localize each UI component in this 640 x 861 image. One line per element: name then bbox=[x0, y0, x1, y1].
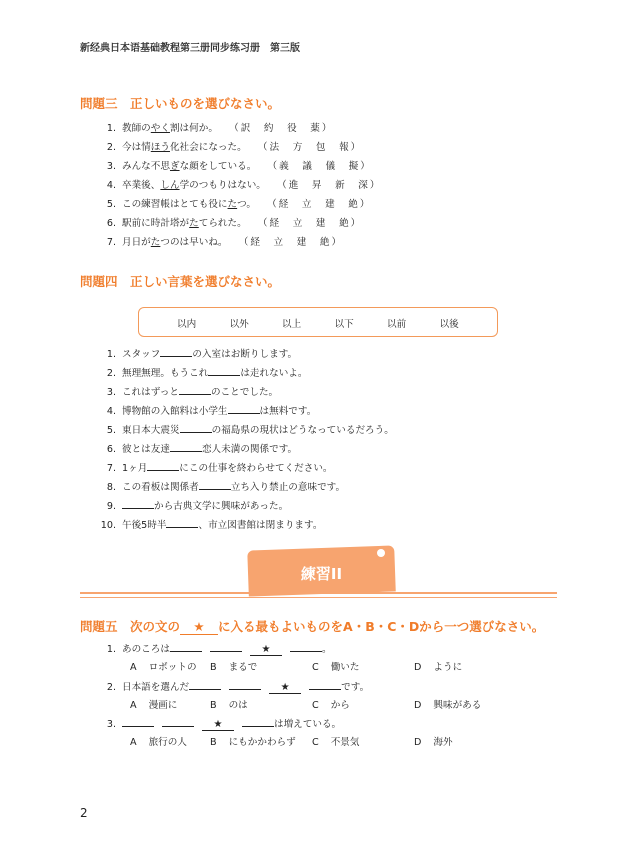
answer-blank bbox=[179, 385, 211, 395]
item-number: 7. bbox=[106, 463, 116, 474]
list-item bbox=[92, 442, 297, 456]
item-number: 5. bbox=[106, 425, 116, 436]
answer-blank bbox=[160, 347, 192, 357]
option bbox=[130, 700, 177, 712]
option bbox=[130, 737, 187, 749]
book-header: 新经典日本语基础教程第三册同步练习册 第三版 bbox=[80, 43, 300, 54]
word-option: 以内 bbox=[177, 319, 197, 330]
item-text: 今は情 bbox=[122, 142, 151, 153]
list-item bbox=[92, 682, 369, 694]
item-text: つのは早いね。 bbox=[160, 237, 228, 248]
answer-blank bbox=[228, 404, 260, 414]
word-option: 以上 bbox=[282, 319, 302, 330]
option-text: から bbox=[330, 699, 350, 711]
item-number: 1. bbox=[106, 123, 116, 134]
divider bbox=[80, 592, 557, 594]
item-text: 彼とは友達 bbox=[122, 444, 170, 455]
option-text: 海外 bbox=[433, 737, 453, 748]
item-text: にこの仕事を終わらせてください。 bbox=[179, 463, 333, 474]
item-text: 卒業後、 bbox=[122, 180, 161, 191]
star-icon: ★ bbox=[250, 645, 282, 656]
item-text: の入室はお断りします。 bbox=[192, 349, 298, 360]
word-option: 以後 bbox=[439, 319, 459, 330]
list-item bbox=[92, 161, 372, 173]
option-text: 漫画に bbox=[148, 699, 178, 711]
option-text: ように bbox=[433, 662, 463, 673]
underlined-text: た bbox=[189, 218, 199, 229]
answer-blank bbox=[147, 461, 179, 471]
item-text: の福島県の現状はどうなっているだろう。 bbox=[211, 425, 394, 436]
word-option: 以下 bbox=[334, 319, 354, 330]
option bbox=[312, 662, 359, 674]
item-text: 教師の bbox=[122, 123, 151, 134]
list-item bbox=[92, 347, 297, 361]
option-text: 働いた bbox=[330, 662, 360, 673]
word-bank bbox=[138, 307, 498, 337]
answer-blank bbox=[180, 423, 212, 433]
list-item bbox=[92, 218, 362, 230]
option bbox=[210, 662, 257, 674]
list-item bbox=[92, 461, 333, 475]
item-text: 月日が bbox=[122, 237, 151, 248]
list-item bbox=[92, 423, 394, 437]
word-option: 以前 bbox=[387, 319, 407, 330]
item-text: 駅前に時計塔が bbox=[122, 218, 190, 229]
page-number: 2 bbox=[80, 806, 88, 820]
item-number: 4. bbox=[106, 406, 116, 417]
item-text: は無料です。 bbox=[259, 406, 317, 417]
item-number: 2. bbox=[106, 681, 116, 693]
list-item bbox=[92, 199, 371, 211]
option-text: にもかかわらず bbox=[228, 737, 296, 748]
item-number: 10. bbox=[100, 520, 116, 531]
option bbox=[414, 700, 481, 712]
option-letter: B bbox=[210, 699, 217, 711]
item-number: 9. bbox=[106, 501, 116, 512]
star-icon: ★ bbox=[269, 683, 301, 694]
item-number: 3. bbox=[106, 719, 116, 730]
option-letter: B bbox=[210, 662, 217, 673]
list-item bbox=[92, 237, 343, 249]
item-text: この練習帳はとても役に bbox=[122, 199, 228, 210]
item-number: 2. bbox=[106, 142, 116, 153]
answer-blank bbox=[162, 726, 194, 727]
answer-blank bbox=[189, 689, 221, 690]
option-letter: C bbox=[312, 699, 319, 711]
tag-hole bbox=[377, 549, 385, 557]
option-letter: C bbox=[312, 662, 319, 673]
option-text: まるで bbox=[228, 662, 258, 673]
q5-title-post: に入る最もよいものをA・B・C・Dから一つ選びなさい。 bbox=[218, 619, 545, 634]
item-choices: （経 立 建 絶） bbox=[271, 199, 372, 210]
item-number: 3. bbox=[106, 387, 116, 398]
option-letter: A bbox=[130, 699, 137, 711]
item-text: です。 bbox=[341, 681, 370, 693]
q4-title: 問題四 正しい言葉を選びなさい。 bbox=[80, 274, 281, 289]
list-item bbox=[92, 499, 288, 513]
list-item bbox=[92, 480, 345, 494]
option-text: 旅行の人 bbox=[148, 737, 187, 748]
list-item bbox=[92, 644, 332, 656]
item-text: 学のつもりはない。 bbox=[179, 180, 266, 191]
underlined-text: た bbox=[227, 199, 238, 210]
item-number: 1. bbox=[106, 644, 116, 655]
option bbox=[414, 737, 453, 749]
answer-blank bbox=[170, 651, 202, 652]
item-choices: （進 昇 新 深） bbox=[281, 180, 382, 191]
option bbox=[130, 662, 197, 674]
option-letter: A bbox=[130, 662, 137, 673]
item-choices: （経 立 建 絶） bbox=[243, 237, 344, 248]
list-item bbox=[92, 404, 316, 418]
item-number: 3. bbox=[106, 161, 116, 172]
item-text: これはずっと bbox=[122, 387, 179, 398]
item-text: あのころは bbox=[122, 644, 170, 655]
item-number: 7. bbox=[106, 237, 116, 248]
q5-title bbox=[80, 617, 544, 635]
answer-blank bbox=[208, 366, 240, 376]
underlined-text: ほう bbox=[150, 142, 170, 153]
item-text: 恋人未満の関係です。 bbox=[201, 444, 298, 455]
item-text: スタッフ bbox=[122, 349, 161, 360]
option-text: 興味がある bbox=[433, 699, 482, 711]
star-icon: ★ bbox=[202, 720, 234, 731]
answer-blank bbox=[229, 689, 261, 690]
item-text: な顔をしている。 bbox=[179, 161, 257, 172]
underlined-text: ぎ bbox=[169, 161, 180, 172]
option-letter: D bbox=[414, 737, 422, 748]
item-text: は走れないよ。 bbox=[240, 368, 308, 379]
list-item bbox=[92, 142, 362, 154]
option bbox=[210, 737, 296, 749]
item-number: 6. bbox=[106, 444, 116, 455]
q5-title-pre: 問題五 次の文の bbox=[80, 619, 181, 634]
item-text: 割は何か。 bbox=[169, 123, 218, 134]
option-letter: B bbox=[210, 737, 217, 748]
word-option: 以外 bbox=[229, 319, 249, 330]
option bbox=[312, 700, 350, 712]
item-text: てられた。 bbox=[198, 218, 247, 229]
star-icon: ★ bbox=[180, 619, 218, 635]
list-item bbox=[92, 719, 341, 731]
answer-blank bbox=[290, 651, 322, 652]
item-choices: （経 立 建 絶） bbox=[262, 218, 363, 229]
option-text: 不景気 bbox=[330, 737, 360, 748]
item-choices: （義 議 儀 擬） bbox=[272, 161, 372, 172]
item-text: は増えている。 bbox=[274, 719, 342, 730]
q3-title: 問題三 正しいものを選びなさい。 bbox=[80, 96, 281, 111]
underlined-text: しん bbox=[160, 180, 180, 191]
answer-blank bbox=[122, 726, 154, 727]
item-text: から古典文学に興味があった。 bbox=[154, 501, 289, 512]
item-number: 1. bbox=[106, 349, 116, 360]
option-letter: A bbox=[130, 737, 137, 748]
option-text: ロボットの bbox=[148, 662, 197, 673]
item-number: 5. bbox=[106, 199, 116, 210]
item-text: 。 bbox=[321, 644, 332, 655]
list-item bbox=[92, 123, 333, 135]
answer-blank bbox=[242, 726, 274, 727]
underlined-text: やく bbox=[150, 123, 170, 134]
item-text: みんな不思 bbox=[122, 161, 170, 172]
item-text: 午後5時半 bbox=[122, 520, 167, 531]
answer-blank bbox=[309, 689, 341, 690]
answer-blank bbox=[166, 518, 198, 528]
divider bbox=[80, 597, 557, 598]
item-text: 無理無理。もうこれ bbox=[122, 368, 209, 379]
item-text: 日本語を選んだ bbox=[122, 681, 190, 693]
answer-blank bbox=[122, 499, 154, 509]
item-text: 、市立図書館は閉まります。 bbox=[198, 520, 323, 531]
item-text: 1ヶ月 bbox=[122, 463, 148, 474]
option bbox=[414, 662, 462, 674]
item-number: 6. bbox=[106, 218, 116, 229]
item-number: 4. bbox=[106, 180, 116, 191]
list-item bbox=[92, 385, 278, 399]
item-text: 立ち入り禁止の意味です。 bbox=[230, 482, 346, 493]
underlined-text: た bbox=[150, 237, 161, 248]
option-letter: D bbox=[414, 699, 422, 711]
item-text: 博物館の入館料は小学生 bbox=[122, 406, 228, 417]
item-text: 化社会になった。 bbox=[169, 142, 247, 153]
answer-blank bbox=[170, 442, 202, 452]
item-number: 8. bbox=[106, 482, 116, 493]
answer-blank bbox=[199, 480, 231, 490]
option-text: のは bbox=[228, 699, 248, 711]
option bbox=[210, 700, 248, 712]
option-letter: D bbox=[414, 662, 422, 673]
list-item bbox=[92, 180, 381, 192]
item-number: 2. bbox=[106, 368, 116, 379]
list-item bbox=[92, 366, 308, 380]
item-text: のことでした。 bbox=[211, 387, 279, 398]
item-text: この看板は関係者 bbox=[122, 482, 199, 493]
option-letter: C bbox=[312, 737, 319, 748]
item-choices: （訳 約 役 薬） bbox=[233, 123, 334, 134]
item-choices: （法 方 包 報） bbox=[262, 142, 363, 153]
section-tag-label: 練習II bbox=[300, 565, 343, 583]
option bbox=[312, 737, 359, 749]
item-text: つ。 bbox=[237, 199, 256, 210]
item-text: 東日本大震災 bbox=[122, 425, 180, 436]
list-item bbox=[92, 518, 322, 532]
answer-blank bbox=[210, 651, 242, 652]
